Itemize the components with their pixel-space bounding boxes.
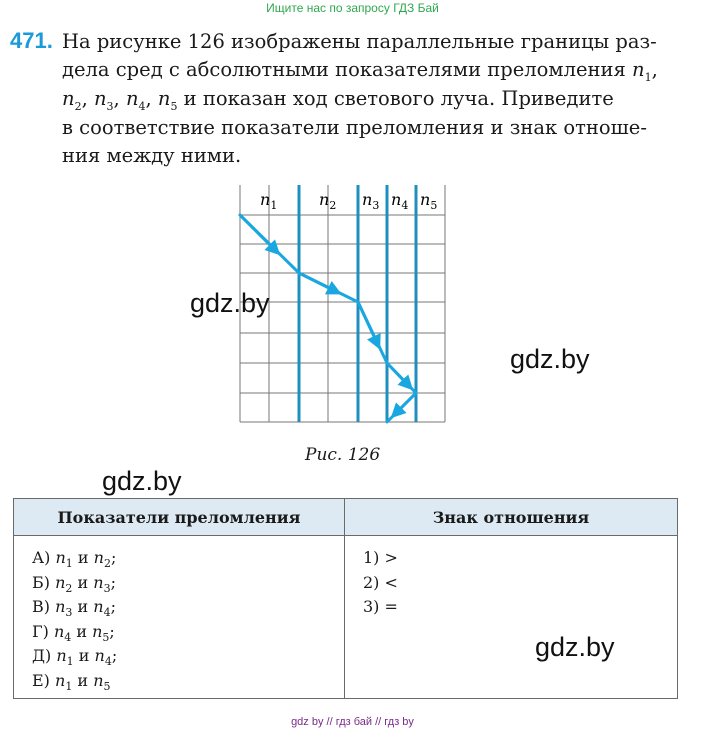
- label-index: 4: [401, 199, 409, 212]
- n-symbol: n: [53, 621, 65, 641]
- watermark: gdz.by: [102, 466, 182, 496]
- medium-labels: [260, 190, 437, 212]
- n-index: 5: [170, 99, 178, 113]
- task-number: 471.: [10, 28, 53, 53]
- n-symbol: n: [157, 87, 171, 110]
- label-n3: $n_3$: [362, 190, 380, 212]
- n-index: 1: [66, 655, 74, 669]
- pair-conj: и: [77, 548, 89, 567]
- pairs-cell: [14, 536, 345, 699]
- matching-table: [13, 498, 678, 699]
- pair-conj: и: [76, 621, 88, 641]
- table-header-row: [14, 499, 678, 536]
- sign-item: 1) >: [363, 548, 398, 567]
- pair-conj: и: [77, 572, 89, 592]
- beam-arrow: [396, 393, 416, 413]
- n-index: 1: [644, 70, 652, 84]
- pair-letter: Г): [32, 621, 49, 641]
- n-symbol: n: [93, 87, 107, 110]
- label-index: 1: [270, 199, 278, 212]
- signs-cell: [345, 536, 678, 699]
- label-n1: $n_1$: [260, 190, 278, 212]
- n-index: 1: [65, 679, 73, 693]
- task-line-5: ния между ними.: [62, 144, 242, 167]
- label-n5: $n_5$: [420, 190, 438, 212]
- n-index: 2: [103, 557, 111, 571]
- n-index: 2: [65, 581, 73, 595]
- beam-arrow: [387, 363, 408, 385]
- pair-item: [32, 620, 344, 645]
- label-n4: $n_4$: [391, 190, 409, 212]
- pair-end: ;: [110, 597, 116, 616]
- pair-end: ;: [110, 548, 117, 567]
- n-symbol: n: [93, 597, 104, 616]
- task-line-2-text: дела сред с абсолютными показателями преломления: [62, 58, 626, 81]
- label-n2: $n_2$: [319, 190, 337, 212]
- pair-letter: Е): [32, 670, 50, 690]
- beam-arrow: [358, 302, 377, 343]
- watermark: gdz.by: [535, 632, 615, 662]
- n-symbol: n: [55, 572, 66, 592]
- watermark: gdz.by: [190, 288, 270, 318]
- pair-conj: и: [78, 646, 90, 665]
- n-index: 5: [103, 679, 111, 693]
- n-symbol: n: [55, 597, 66, 616]
- task-line-4: в соответствие показатели преломления и знак отноше-: [62, 116, 647, 139]
- label-index: 5: [430, 199, 438, 212]
- n-symbol: n: [125, 87, 139, 110]
- pair-item: [32, 669, 344, 694]
- n-index: 3: [106, 99, 114, 113]
- pair-item: [32, 546, 344, 571]
- watermark: gdz.by: [510, 344, 590, 374]
- n-index: 4: [138, 99, 146, 113]
- pair-letter: Б): [32, 572, 50, 592]
- n-symbol: n: [93, 548, 104, 567]
- pair-letter: Д): [32, 646, 52, 665]
- label-index: 2: [329, 199, 337, 212]
- n-symbol: n: [62, 87, 75, 110]
- pair-end: ;: [109, 621, 115, 641]
- pair-letter: А): [32, 548, 51, 567]
- n-symbol: n: [93, 670, 104, 690]
- n-index: 2: [74, 99, 82, 113]
- n-index: 5: [102, 630, 110, 644]
- n-index: 1: [65, 557, 73, 571]
- header-indices: Показатели преломления: [14, 499, 345, 536]
- n-symbol: n: [93, 572, 104, 592]
- pair-conj: и: [77, 670, 89, 690]
- n-symbol: n: [632, 58, 645, 81]
- beam-arrow: [299, 273, 335, 291]
- pair-letter: В): [32, 597, 50, 616]
- figure-caption: Рис. 126: [305, 445, 381, 465]
- n-index: 4: [64, 630, 72, 644]
- pair-end: ;: [111, 646, 118, 665]
- grid: [240, 185, 445, 422]
- task-line-2: дела сред с абсолютными показателями преломления $n_1$,: [62, 58, 658, 84]
- n-symbol: n: [94, 646, 105, 665]
- pair-item: [32, 571, 344, 596]
- pair-end: ;: [110, 572, 116, 592]
- n-symbol: n: [56, 646, 67, 665]
- top-banner: Ищите нас по запросу ГДЗ Бай: [266, 1, 439, 15]
- n-index: 3: [65, 606, 73, 620]
- footer-watermark: gdz by // гдз бай // гдз by: [291, 716, 414, 728]
- table-body-row: [14, 536, 678, 699]
- n-index: 3: [103, 581, 111, 595]
- task-line-3-text: и показан ход светового луча. Приведите: [183, 87, 614, 110]
- n-index: 4: [103, 606, 111, 620]
- label-index: 3: [372, 199, 380, 212]
- sign-item: 3) =: [363, 597, 398, 616]
- n-symbol: n: [55, 548, 66, 567]
- sign-item: 2) <: [363, 572, 398, 592]
- pair-conj: и: [77, 597, 89, 616]
- n-symbol: n: [92, 621, 103, 641]
- task-line-1: На рисунке 126 изображены параллельные границы раз-: [62, 30, 657, 53]
- header-signs: Знак отношения: [345, 499, 678, 536]
- n-symbol: n: [55, 670, 66, 690]
- n-index: 4: [104, 655, 112, 669]
- pair-item: [32, 644, 344, 669]
- task-line-3: $n_2$, $n_3$, $n_4$, $n_5$ и показан ход светового луча. Приведите: [62, 87, 614, 113]
- pair-item: [32, 595, 344, 620]
- beam-arrow: [240, 215, 275, 250]
